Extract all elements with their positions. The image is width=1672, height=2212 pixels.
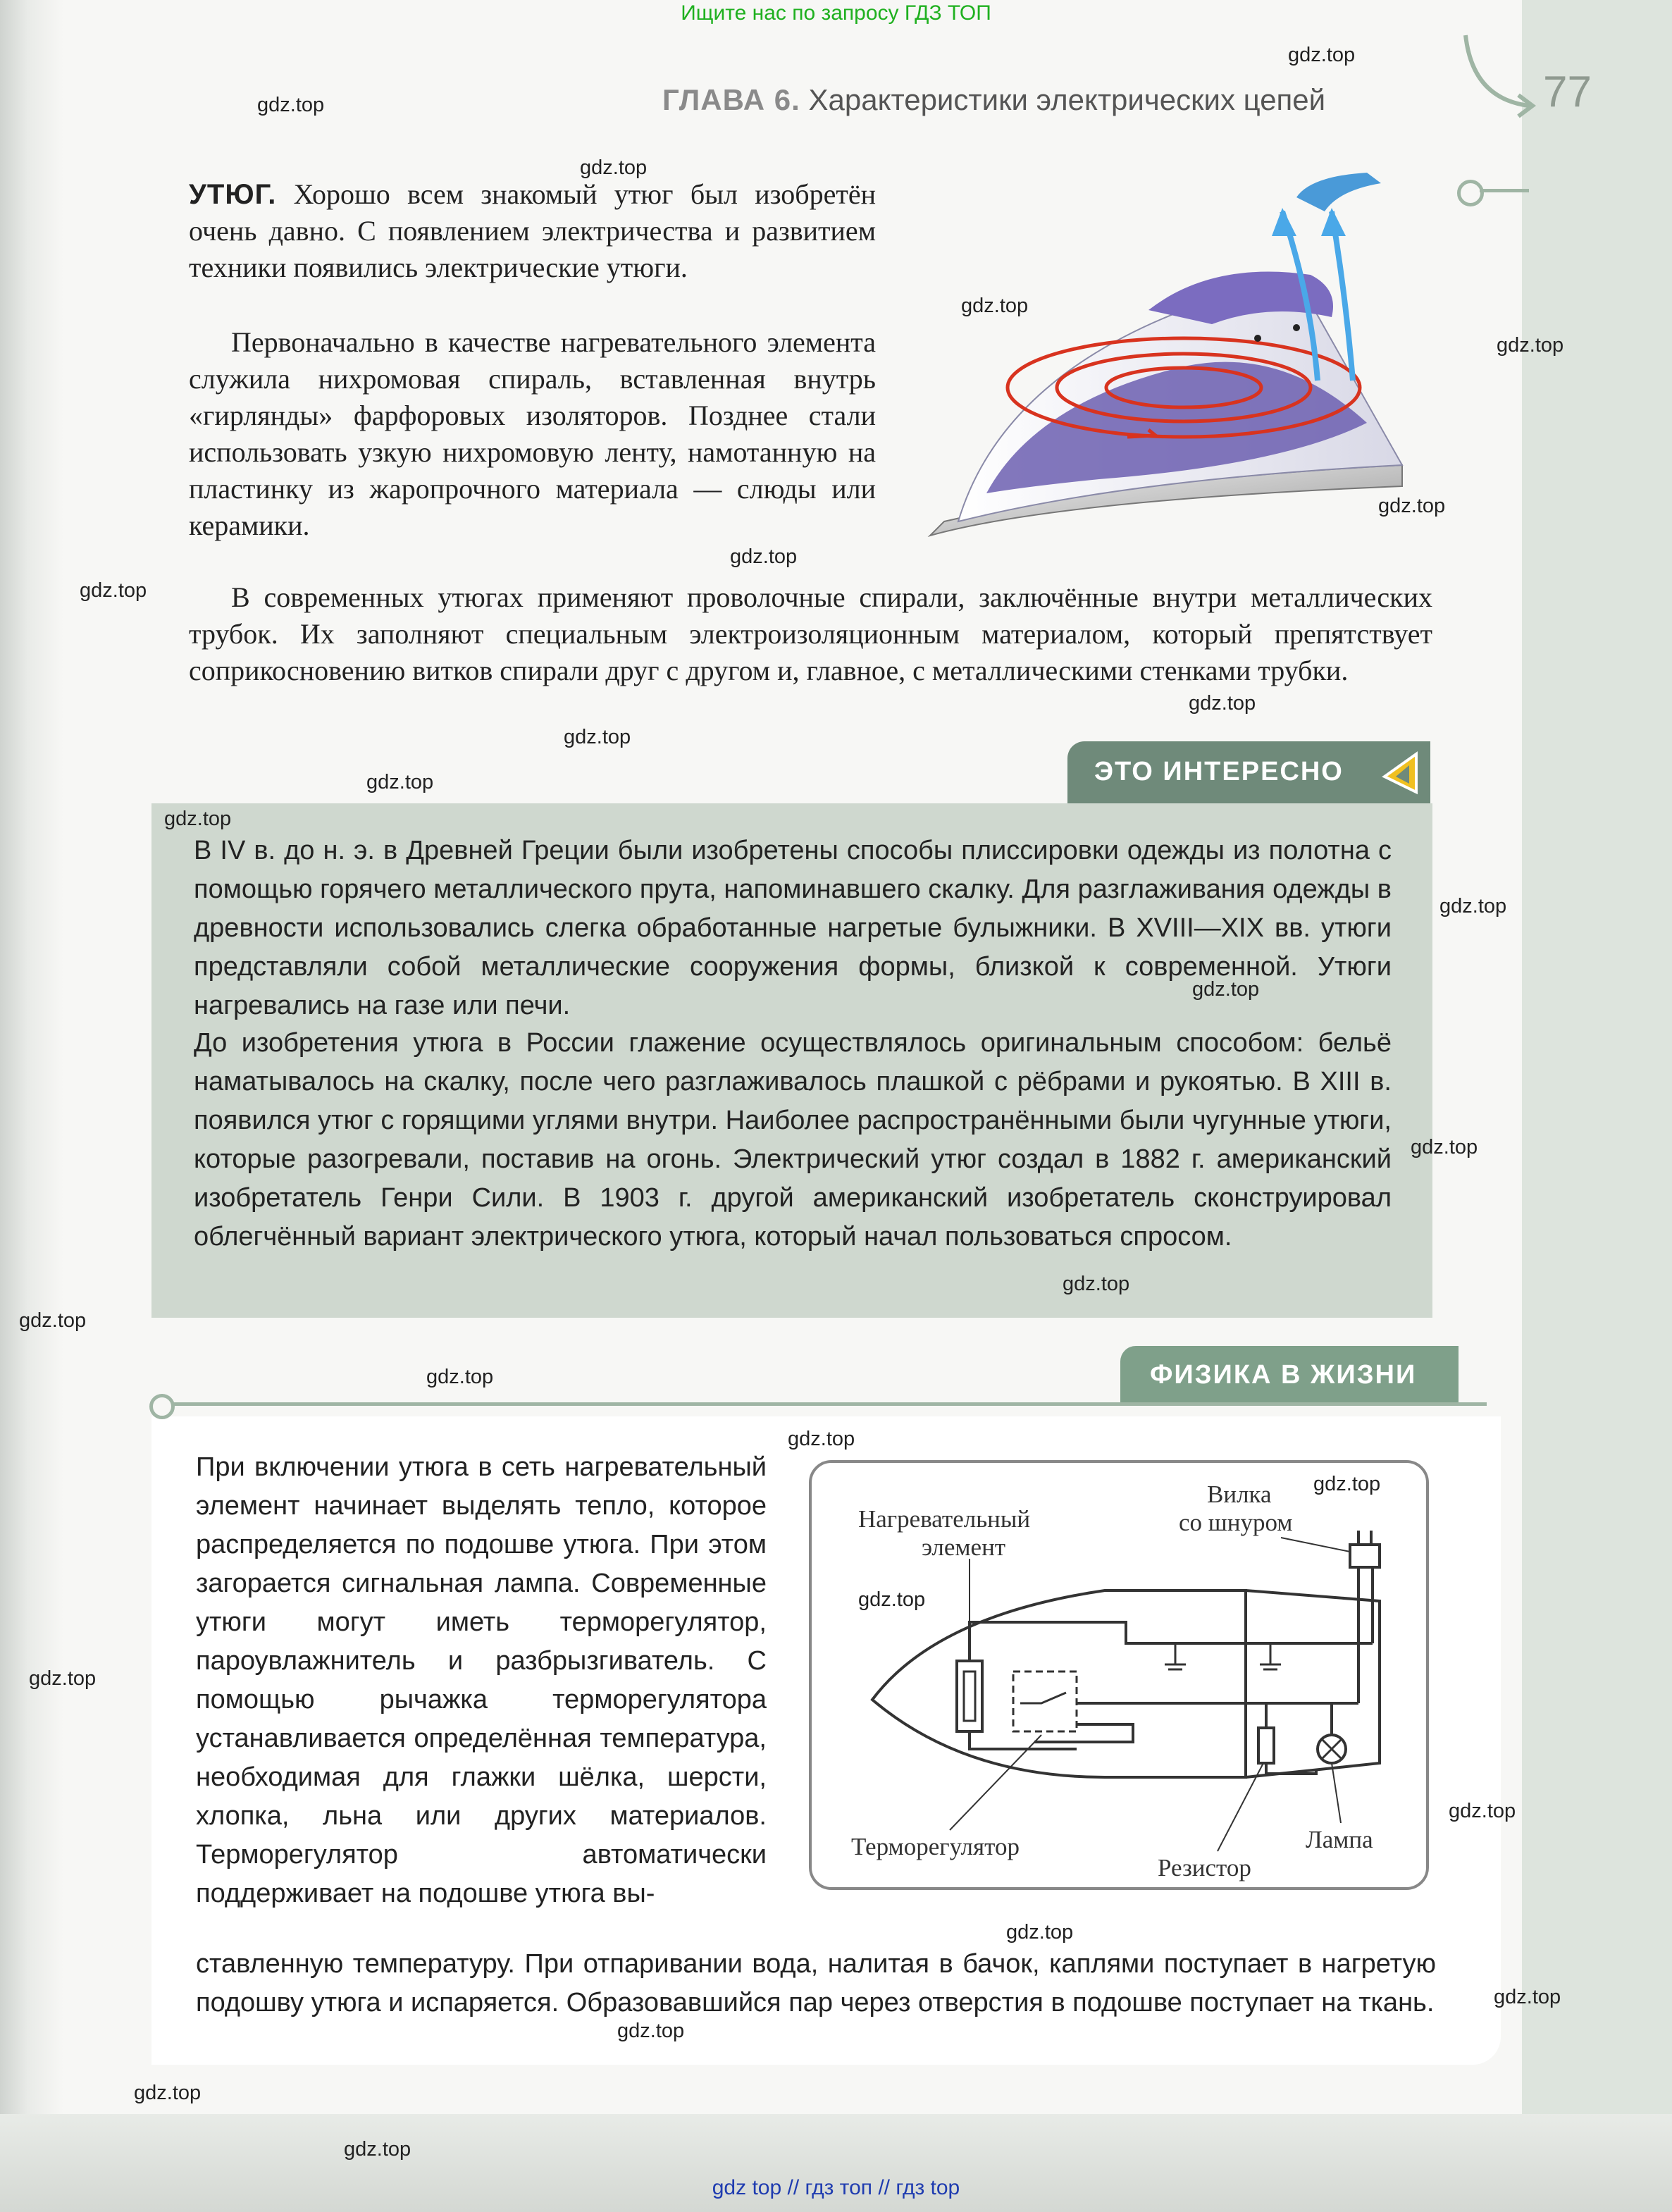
watermark[interactable]: gdz.top (580, 156, 648, 179)
section-marker-circle (1457, 180, 1484, 206)
watermark[interactable]: gdz.top (19, 1309, 87, 1332)
watermark[interactable]: gdz.top (344, 2138, 411, 2161)
article-paragraph-2 (189, 324, 876, 544)
thermostat-label: Терморегулятор (851, 1833, 1020, 1860)
watermark[interactable]: gdz.top (80, 579, 147, 602)
watermark[interactable]: gdz.top (1189, 692, 1256, 715)
watermark[interactable]: gdz.top (1063, 1273, 1130, 1295)
right-margin-panel (1522, 0, 1672, 2114)
physics-text-part-2: ставленную температуру. При отпаривании вода, налитая в бачок, каплями поступает в нагретую подошву утюга и испаряется. Образовавшийся пар через отверстия в подошве поступает на ткань. (196, 1949, 1436, 2018)
article-p1-text: Хорошо всем знакомый утюг был изобретён очень давно. С появлением электричества и развитием техники появились электрические утюги. (189, 178, 877, 283)
watermark[interactable]: gdz.top (858, 1588, 926, 1611)
iron-illustration (916, 169, 1423, 564)
article-title: УТЮГ. (189, 179, 277, 210)
iron-circuit-diagram (809, 1460, 1429, 1890)
physics-text-part-1: При включении утюга в сеть нагревательный элемент начинает выделять тепло, которое распределяется по подошве утюга. При этом загорается сигнальная лампа. Современные утюги могут иметь терморегулятор, пароувлажнитель и разбрызгиватель. С помощью рычажка терморегулятора устанавливается определённая температура, необходимая для глажки шёлка, шерсти, хлопка, льна или других материалов. Терморегулятор автоматически поддерживает на подошве утюга вы- (196, 1452, 767, 1908)
top-search-link[interactable]: Ищите нас по запросу ГДЗ ТОП (681, 1, 991, 25)
watermark[interactable]: gdz.top (1497, 334, 1564, 357)
tab-physics-label: ФИЗИКА В ЖИЗНИ (1150, 1360, 1417, 1390)
heater-label-line-1: Нагревательный (858, 1505, 1031, 1533)
resistor-label: Резистор (1158, 1854, 1251, 1882)
watermark[interactable]: gdz.top (257, 94, 325, 116)
watermark[interactable]: gdz.top (617, 2020, 685, 2042)
watermark[interactable]: gdz.top (1288, 44, 1356, 66)
watermark[interactable]: gdz.top (1439, 895, 1507, 917)
watermark[interactable]: gdz.top (1449, 1800, 1516, 1822)
article-paragraph-3 (189, 579, 1432, 689)
tab-interesting (1067, 741, 1430, 805)
watermark[interactable]: gdz.top (1313, 1473, 1381, 1495)
watermark[interactable]: gdz.top (564, 726, 631, 748)
watermark[interactable]: gdz.top (961, 295, 1029, 317)
watermark[interactable]: gdz.top (134, 2082, 202, 2104)
page-number: 77 (1543, 68, 1592, 116)
article-paragraph-1 (189, 176, 876, 286)
plug-symbol (1350, 1545, 1380, 1567)
plug-label-line-1: Вилка (1207, 1481, 1272, 1508)
chapter-title: Характеристики электрических цепей (808, 83, 1326, 116)
watermark[interactable]: gdz.top (1494, 1986, 1561, 2008)
watermark[interactable]: gdz.top (1411, 1136, 1478, 1158)
watermark[interactable]: gdz.top (730, 545, 798, 568)
tab-interesting-label: ЭТО ИНТЕРЕСНО (1094, 757, 1344, 786)
watermark[interactable]: gdz.top (1192, 978, 1260, 1001)
watermark[interactable]: gdz.top (1378, 495, 1446, 517)
interesting-paragraph-2: До изобретения утюга в России глажение осуществлялось оригинальным способом: бельё наматывалось на скалку, после чего разглаживалось плашкой с рёбрами и рукоятью. В XIII в. появился утюг с горящими углями внутри. Наиболее распространёнными были чугунные утюги, которые разогревали, поставив на огонь. Электрический утюг создал в 1882 г. американский изобретатель Генри Сили. В 1903 г. другой американский изобретатель сконструировал облегчённый вариант электрического утюга, который начал пользоваться спросом. (194, 1028, 1392, 1252)
bottom-search-links[interactable]: gdz top // гдз топ // гдз top (712, 2176, 960, 2199)
resistor-symbol (1258, 1728, 1274, 1763)
watermark[interactable]: gdz.top (29, 1667, 97, 1690)
watermark[interactable]: gdz.top (164, 808, 232, 830)
watermark[interactable]: gdz.top (366, 771, 434, 793)
tab-physics-in-life (1120, 1346, 1459, 1404)
watermark[interactable]: gdz.top (788, 1428, 855, 1450)
watermark[interactable]: gdz.top (426, 1366, 494, 1388)
article-p2-text: Первоначально в качестве нагревательного элемента служила нихромовая спираль, вставленная внутрь «гирлянды» фарфоровых изоляторов. Позднее стали использовать узкую нихромовую ленту, намотанную на пластинку из жаропрочного материала — слюды или керамики. (189, 326, 876, 541)
chapter-header (662, 83, 1325, 117)
interesting-paragraph-1: В IV в. до н. э. в Древней Греции были изобретены способы плиссировки одежды из полотна с помощью горячего металлического прута, напоминавшего скалку. Для разглаживания одежды в древности использовались слегка обработанные нагретые булыжники. В XVIII—XIX вв. утюги представляли собой металлические сооружения формы, близкой к современной. Утюги нагревались на газе или печи. (194, 836, 1392, 1020)
heater-label-line-2: элемент (922, 1533, 1006, 1561)
physics-separator-circle (149, 1394, 175, 1419)
physics-separator-line (162, 1402, 1487, 1406)
article-p3-text: В современных утюгах применяют проволочные спирали, заключённые внутри металлических трубок. Их заполняют специальным электроизоляционным материалом, который препятствует соприкосновению витков спирали друг с другом и, главное, с металлическими стенками трубки. (189, 581, 1432, 686)
section-marker-line (1480, 189, 1529, 192)
chapter-label: ГЛАВА 6. (662, 83, 800, 116)
triangle-icon (1377, 748, 1427, 798)
chapter-arrow-icon (1451, 28, 1550, 120)
watermark[interactable]: gdz.top (1006, 1921, 1074, 1944)
plug-label-line-2: со шнуром (1179, 1509, 1293, 1536)
lamp-label: Лампа (1306, 1826, 1373, 1853)
